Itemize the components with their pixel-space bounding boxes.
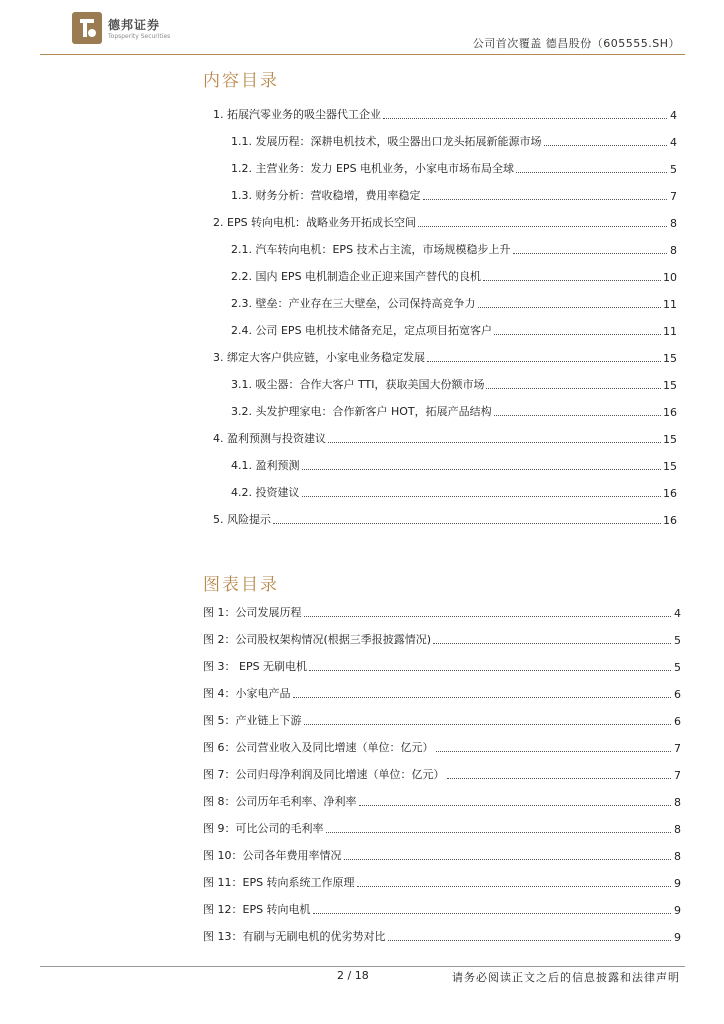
legal-disclaimer: 请务必阅读正文之后的信息披露和法律声明 [452, 971, 680, 984]
figure-entry[interactable] [203, 739, 681, 755]
figure-entry[interactable] [203, 685, 681, 701]
dot-leader [478, 306, 662, 308]
toc-entry[interactable] [231, 322, 677, 338]
dot-leader [486, 387, 661, 389]
toc-entry-page: 7 [670, 190, 677, 203]
toc-entry-label: 2.2. 国内 EPS 电机制造企业正迎来国产替代的良机 [231, 270, 482, 283]
figure-entry-page: 4 [674, 607, 681, 620]
figure-entry-page: 8 [674, 850, 681, 863]
dot-leader [344, 858, 672, 860]
toc-entry[interactable] [213, 349, 677, 365]
toc-entry[interactable] [231, 403, 677, 419]
figure-entry-page: 8 [674, 823, 681, 836]
toc-entry-page: 15 [663, 433, 677, 446]
dot-leader [313, 912, 671, 914]
logo-mark-icon [72, 12, 102, 44]
figure-entry-label: 图 1：公司发展历程 [203, 606, 302, 619]
figure-entry-label: 图 11：EPS 转向系统工作原理 [203, 876, 355, 889]
toc-entry-label: 1.3. 财务分析：营收稳增，费用率稳定 [231, 189, 421, 202]
toc-entry[interactable] [231, 457, 677, 473]
dot-leader [494, 333, 661, 335]
dot-leader [304, 723, 672, 725]
toc-entry-page: 16 [663, 487, 677, 500]
dot-leader [513, 252, 667, 254]
figure-entry-page: 6 [674, 715, 681, 728]
toc-entry-label: 4. 盈利预测与投资建议 [213, 432, 326, 445]
figure-entry[interactable] [203, 847, 681, 863]
toc-entry[interactable] [231, 187, 677, 203]
toc-entry-page: 16 [663, 514, 677, 527]
dot-leader [304, 615, 672, 617]
toc-entry-label: 1. 拓展汽零业务的吸尘器代工企业 [213, 108, 381, 121]
figure-entry-page: 9 [674, 904, 681, 917]
toc-entry[interactable] [231, 484, 677, 500]
toc-entry[interactable] [231, 268, 677, 284]
figure-entry-label: 图 13：有刷与无刷电机的优劣势对比 [203, 930, 386, 943]
toc-entry-page: 10 [663, 271, 677, 284]
figure-entry[interactable] [203, 901, 681, 917]
figures-title: 图表目录 [203, 575, 279, 595]
dot-leader [427, 360, 661, 362]
toc-entry-label: 2. EPS 转向电机：战略业务开拓成长空间 [213, 216, 417, 229]
logo-english-name: Topsperity Securities [108, 33, 171, 40]
dot-leader [516, 171, 667, 173]
toc-entry-page: 15 [663, 352, 677, 365]
dot-leader [494, 414, 661, 416]
figure-entry-label: 图 2：公司股权架构情况(根据三季报披露情况) [203, 633, 432, 646]
dot-leader [447, 777, 672, 779]
toc-title: 内容目录 [203, 71, 279, 91]
figure-entry-label: 图 7：公司归母净利润及同比增速（单位：亿元） [203, 768, 445, 781]
dot-leader [544, 144, 668, 146]
dot-leader [383, 117, 667, 119]
logo-name: 德邦证券 [108, 18, 161, 32]
figure-entry-page: 7 [674, 769, 681, 782]
toc-entry[interactable] [231, 241, 677, 257]
dot-leader [273, 522, 661, 524]
toc-entry-page: 15 [663, 379, 677, 392]
dot-leader [433, 642, 671, 644]
toc-entry-label: 4.1. 盈利预测 [231, 459, 300, 472]
dot-leader [302, 495, 662, 497]
figure-entry[interactable] [203, 820, 681, 836]
toc-entry-page: 8 [670, 217, 677, 230]
dot-leader [326, 831, 672, 833]
toc-entry-page: 11 [663, 325, 677, 338]
figure-entry-label: 图 6：公司营业收入及同比增速（单位：亿元） [203, 741, 434, 754]
toc-entry[interactable] [231, 160, 677, 176]
figure-entry-page: 7 [674, 742, 681, 755]
toc-entry[interactable] [231, 295, 677, 311]
toc-entry[interactable] [213, 106, 677, 122]
company-logo [72, 12, 182, 46]
toc-entry-label: 5. 风险提示 [213, 513, 271, 526]
dot-leader [328, 441, 661, 443]
header-divider [40, 54, 685, 55]
figure-entry-page: 9 [674, 931, 681, 944]
toc-entry-label: 2.1. 汽车转向电机：EPS 技术占主流，市场规模稳步上升 [231, 243, 511, 256]
report-title: 公司首次覆盖 德昌股份（605555.SH） [472, 37, 680, 50]
figure-entry[interactable] [203, 604, 681, 620]
figure-entry-page: 9 [674, 877, 681, 890]
toc-entry[interactable] [213, 511, 677, 527]
figure-entry-page: 5 [674, 634, 681, 647]
figure-entry[interactable] [203, 928, 681, 944]
toc-entry-page: 16 [663, 406, 677, 419]
figure-entry-page: 6 [674, 688, 681, 701]
toc-entry-label: 3.1. 吸尘器：合作大客户 TTI，获取美国大份额市场 [231, 378, 485, 391]
dot-leader [293, 696, 672, 698]
dot-leader [309, 669, 671, 671]
dot-leader [388, 939, 672, 941]
figure-entry[interactable] [203, 766, 681, 782]
toc-entry-page: 15 [663, 460, 677, 473]
toc-entry[interactable] [213, 430, 677, 446]
dot-leader [423, 198, 668, 200]
toc-entry-page: 5 [670, 163, 677, 176]
figure-entry[interactable] [203, 712, 681, 728]
dot-leader [357, 885, 671, 887]
figure-entry-label: 图 4：小家电产品 [203, 687, 291, 700]
toc-entry-page: 11 [663, 298, 677, 311]
figure-entry-page: 5 [674, 661, 681, 674]
page-number: 2 / 18 [337, 969, 369, 982]
dot-leader [302, 468, 662, 470]
figure-entry-page: 8 [674, 796, 681, 809]
figure-entry[interactable] [203, 874, 681, 890]
dot-leader [483, 279, 661, 281]
toc-entry[interactable] [231, 133, 677, 149]
figure-entry[interactable] [203, 658, 681, 674]
figure-entry-label: 图 12：EPS 转向电机 [203, 903, 311, 916]
toc-entry-page: 8 [670, 244, 677, 257]
toc-entry-page: 4 [670, 136, 677, 149]
toc-entry-label: 1.1. 发展历程：深耕电机技术，吸尘器出口龙头拓展新能源市场 [231, 135, 542, 148]
figure-entry-label: 图 10：公司各年费用率情况 [203, 849, 342, 862]
toc-entry-label: 1.2. 主营业务：发力 EPS 电机业务，小家电市场布局全球 [231, 162, 515, 175]
figure-entry[interactable] [203, 793, 681, 809]
dot-leader [436, 750, 672, 752]
toc-entry-label: 3. 绑定大客户供应链，小家电业务稳定发展 [213, 351, 425, 364]
toc-entry[interactable] [231, 376, 677, 392]
footer-divider [40, 966, 685, 967]
toc-entry-label: 2.4. 公司 EPS 电机技术储备充足，定点项目拓宽客户 [231, 324, 493, 337]
dot-leader [418, 225, 667, 227]
dot-leader [359, 804, 672, 806]
figure-entry-label: 图 9：可比公司的毛利率 [203, 822, 324, 835]
toc-entry-label: 4.2. 投资建议 [231, 486, 300, 499]
figure-entry-label: 图 8：公司历年毛利率、净利率 [203, 795, 357, 808]
figure-entry[interactable] [203, 631, 681, 647]
toc-entry-label: 3.2. 头发护理家电：合作新客户 HOT，拓展产品结构 [231, 405, 492, 418]
toc-entry[interactable] [213, 214, 677, 230]
page-header [0, 0, 724, 60]
figure-entry-label: 图 5：产业链上下游 [203, 714, 302, 727]
toc-entry-page: 4 [670, 109, 677, 122]
figure-entry-label: 图 3： EPS 无刷电机 [203, 660, 308, 673]
toc-entry-label: 2.3. 壁垒：产业存在三大壁垒，公司保持高竞争力 [231, 297, 476, 310]
